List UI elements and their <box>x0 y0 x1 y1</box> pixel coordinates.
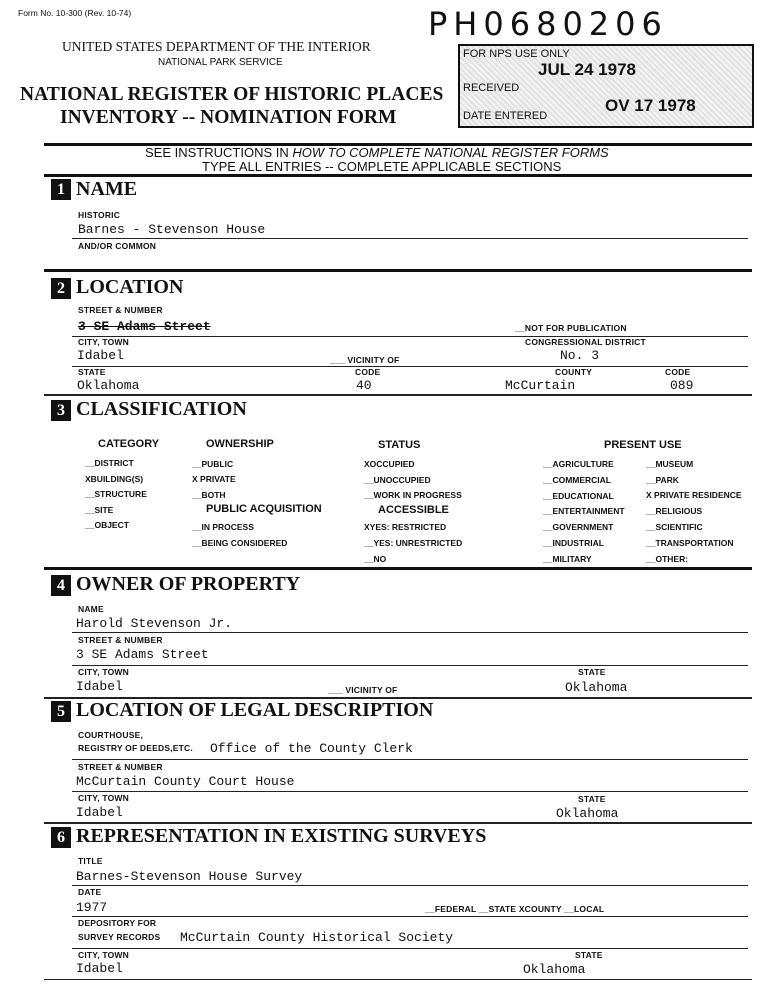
ownership-heading: OWNERSHIP <box>206 438 274 450</box>
state-label: STATE <box>578 667 606 677</box>
survey-city-field[interactable]: Idabel <box>76 961 123 976</box>
state-code-field[interactable]: 40 <box>356 378 372 393</box>
divider <box>44 269 752 272</box>
checkbox-unoccupied[interactable]: __UNOCCUPIED <box>364 475 431 485</box>
depository-label: DEPOSITORY FOR <box>78 918 157 928</box>
form-subtitle: INVENTORY -- NOMINATION FORM <box>60 107 397 128</box>
accessible-heading: ACCESSIBLE <box>378 504 449 516</box>
divider <box>44 567 752 570</box>
checkbox-commercial[interactable]: __COMMERCIAL <box>543 475 612 485</box>
street-label: STREET & NUMBER <box>78 305 163 315</box>
owner-name-label: NAME <box>78 604 104 614</box>
checkbox-in-process[interactable]: __IN PROCESS <box>192 522 254 532</box>
checkbox-scientific[interactable]: __SCIENTIFIC <box>646 522 703 532</box>
checkbox-public[interactable]: __PUBLIC <box>192 459 234 469</box>
checkbox-work-in-progress[interactable]: __WORK IN PROGRESS <box>364 490 462 500</box>
county-code-field[interactable]: 089 <box>670 378 694 393</box>
street-label: STREET & NUMBER <box>78 762 163 772</box>
public-acquisition-heading: PUBLIC ACQUISITION <box>206 503 322 515</box>
legal-state-field[interactable]: Oklahoma <box>556 806 619 821</box>
section-title: NAME <box>76 178 138 200</box>
county-label: COUNTY <box>555 367 593 377</box>
owner-name-field[interactable]: Harold Stevenson Jr. <box>76 616 233 631</box>
department: UNITED STATES DEPARTMENT OF THE INTERIOR <box>62 39 371 54</box>
nps-use-box <box>458 44 754 128</box>
entered-stamp: OV 17 1978 <box>605 96 696 115</box>
section-title: REPRESENTATION IN EXISTING SURVEYS <box>76 825 487 847</box>
service: NATIONAL PARK SERVICE <box>158 57 283 68</box>
status-heading: STATUS <box>378 439 421 451</box>
handwritten-reference-number: PH0680206 <box>428 5 668 43</box>
legal-street-field[interactable]: McCurtain County Court House <box>76 774 295 789</box>
checkbox-no[interactable]: __NO <box>364 554 387 564</box>
received-stamp: JUL 24 1978 <box>538 60 636 79</box>
checkbox-both[interactable]: __BOTH <box>192 490 226 500</box>
instructions-line1 <box>145 146 609 160</box>
rule <box>44 394 752 396</box>
depository-field[interactable]: McCurtain County Historical Society <box>180 930 454 945</box>
owner-state-field[interactable]: Oklahoma <box>565 680 628 695</box>
registry-field[interactable]: Office of the County Clerk <box>210 741 413 756</box>
rule <box>44 979 752 980</box>
checkbox-yes-unrestricted[interactable]: __YES: UNRESTRICTED <box>364 538 463 548</box>
county-code-label: CODE <box>665 367 691 377</box>
nps-use-label: FOR NPS USE ONLY <box>463 48 570 60</box>
county-field[interactable]: McCurtain <box>505 378 576 393</box>
instructions-text: SEE INSTRUCTIONS IN <box>145 145 293 160</box>
section-number: 5 <box>51 701 71 722</box>
checkbox-district[interactable]: __DISTRICT <box>85 458 134 468</box>
date-entered-label: DATE ENTERED <box>463 110 548 122</box>
courthouse-label: COURTHOUSE, <box>78 730 144 740</box>
common-name-label: AND/OR COMMON <box>78 241 157 251</box>
city-label: CITY, TOWN <box>78 793 129 803</box>
checkbox-site[interactable]: __SITE <box>85 505 114 515</box>
checkbox-structure[interactable]: __STRUCTURE <box>85 489 147 499</box>
section-number: 3 <box>51 400 71 421</box>
rule <box>72 366 748 367</box>
section-title: OWNER OF PROPERTY <box>76 573 301 595</box>
section-title: LOCATION OF LEGAL DESCRIPTION <box>76 699 434 721</box>
checkbox-agriculture[interactable]: __AGRICULTURE <box>543 459 614 469</box>
state-field[interactable]: Oklahoma <box>77 378 140 393</box>
legal-city-field[interactable]: Idabel <box>76 805 123 820</box>
form-title: NATIONAL REGISTER OF HISTORIC PLACES <box>20 84 444 105</box>
section-number: 2 <box>51 278 71 299</box>
section-number: 4 <box>51 575 71 596</box>
owner-city-field[interactable]: Idabel <box>76 679 123 694</box>
checkbox-museum[interactable]: __MUSEUM <box>646 459 694 469</box>
checkbox-religious[interactable]: __RELIGIOUS <box>646 506 703 516</box>
city-label: CITY, TOWN <box>78 667 129 677</box>
checkbox-occupied[interactable]: XOCCUPIED <box>364 459 415 469</box>
rule <box>72 885 748 886</box>
divider <box>44 174 752 177</box>
survey-records-label: SURVEY RECORDS <box>78 932 161 942</box>
street-label: STREET & NUMBER <box>78 635 163 645</box>
code-label: CODE <box>355 367 381 377</box>
registry-label: REGISTRY OF DEEDS,ETC. <box>78 743 193 753</box>
section-title: CLASSIFICATION <box>76 398 247 420</box>
city-field[interactable]: Idabel <box>77 348 124 363</box>
state-label: STATE <box>78 367 106 377</box>
checkbox-transportation[interactable]: __TRANSPORTATION <box>646 538 734 548</box>
received-label: RECEIVED <box>463 82 520 94</box>
rule <box>72 665 748 666</box>
instructions-title: HOW TO COMPLETE NATIONAL REGISTER FORMS <box>292 145 609 160</box>
rule <box>72 632 748 633</box>
congressional-district-field[interactable]: No. 3 <box>560 348 600 363</box>
checkbox-educational[interactable]: __EDUCATIONAL <box>543 491 614 501</box>
city-label: CITY, TOWN <box>78 337 129 347</box>
vicinity-of[interactable]: ___ VICINITY OF <box>328 685 398 695</box>
state-label: STATE <box>575 950 603 960</box>
checkbox-private-residence[interactable]: X PRIVATE RESIDENCE <box>646 490 742 500</box>
congressional-district-label: CONGRESSIONAL DISTRICT <box>525 337 646 347</box>
present-use-heading: PRESENT USE <box>604 439 682 451</box>
checkbox-other[interactable]: __OTHER: <box>646 554 689 564</box>
checkbox-buildings[interactable]: XBUILDING(S) <box>85 474 144 484</box>
checkbox-industrial[interactable]: __INDUSTRIAL <box>543 538 604 548</box>
checkbox-entertainment[interactable]: __ENTERTAINMENT <box>543 506 625 516</box>
checkbox-park[interactable]: __PARK <box>646 475 679 485</box>
survey-level-checkboxes[interactable]: __FEDERAL __STATE XCOUNTY __LOCAL <box>425 904 605 914</box>
rule <box>72 916 748 917</box>
survey-date-field[interactable]: 1977 <box>76 900 108 915</box>
checkbox-object[interactable]: __OBJECT <box>85 520 129 530</box>
category-heading: CATEGORY <box>98 438 160 450</box>
city-label: CITY, TOWN <box>78 950 129 960</box>
street-field[interactable]: 3 SE Adams Street <box>78 319 211 334</box>
rule <box>72 948 748 949</box>
section-number: 1 <box>51 179 71 200</box>
rule <box>44 822 752 824</box>
historic-label: HISTORIC <box>78 210 121 220</box>
instructions-line2: TYPE ALL ENTRIES -- COMPLETE APPLICABLE SECTIONS <box>202 159 562 174</box>
checkbox-being-considered[interactable]: __BEING CONSIDERED <box>192 538 288 548</box>
survey-title-field[interactable]: Barnes-Stevenson House Survey <box>76 869 303 884</box>
survey-title-label: TITLE <box>78 856 103 866</box>
checkbox-private[interactable]: X PRIVATE <box>192 474 236 484</box>
vicinity-of[interactable]: ___ VICINITY OF <box>330 355 400 365</box>
checkbox-government[interactable]: __GOVERNMENT <box>543 522 614 532</box>
date-label: DATE <box>78 887 102 897</box>
not-for-publication[interactable]: __NOT FOR PUBLICATION <box>515 323 627 333</box>
state-label: STATE <box>578 794 606 804</box>
rule <box>72 759 748 760</box>
rule <box>72 791 748 792</box>
checkbox-yes-restricted[interactable]: XYES: RESTRICTED <box>364 522 447 532</box>
rule <box>72 238 748 239</box>
historic-name-field[interactable]: Barnes - Stevenson House <box>78 222 266 237</box>
form-number: Form No. 10-300 (Rev. 10-74) <box>18 8 132 18</box>
checkbox-military[interactable]: __MILITARY <box>543 554 592 564</box>
section-number: 6 <box>51 827 71 848</box>
survey-state-field[interactable]: Oklahoma <box>523 962 586 977</box>
rule <box>72 336 748 337</box>
section-title: LOCATION <box>76 276 184 298</box>
owner-street-field[interactable]: 3 SE Adams Street <box>76 647 209 662</box>
